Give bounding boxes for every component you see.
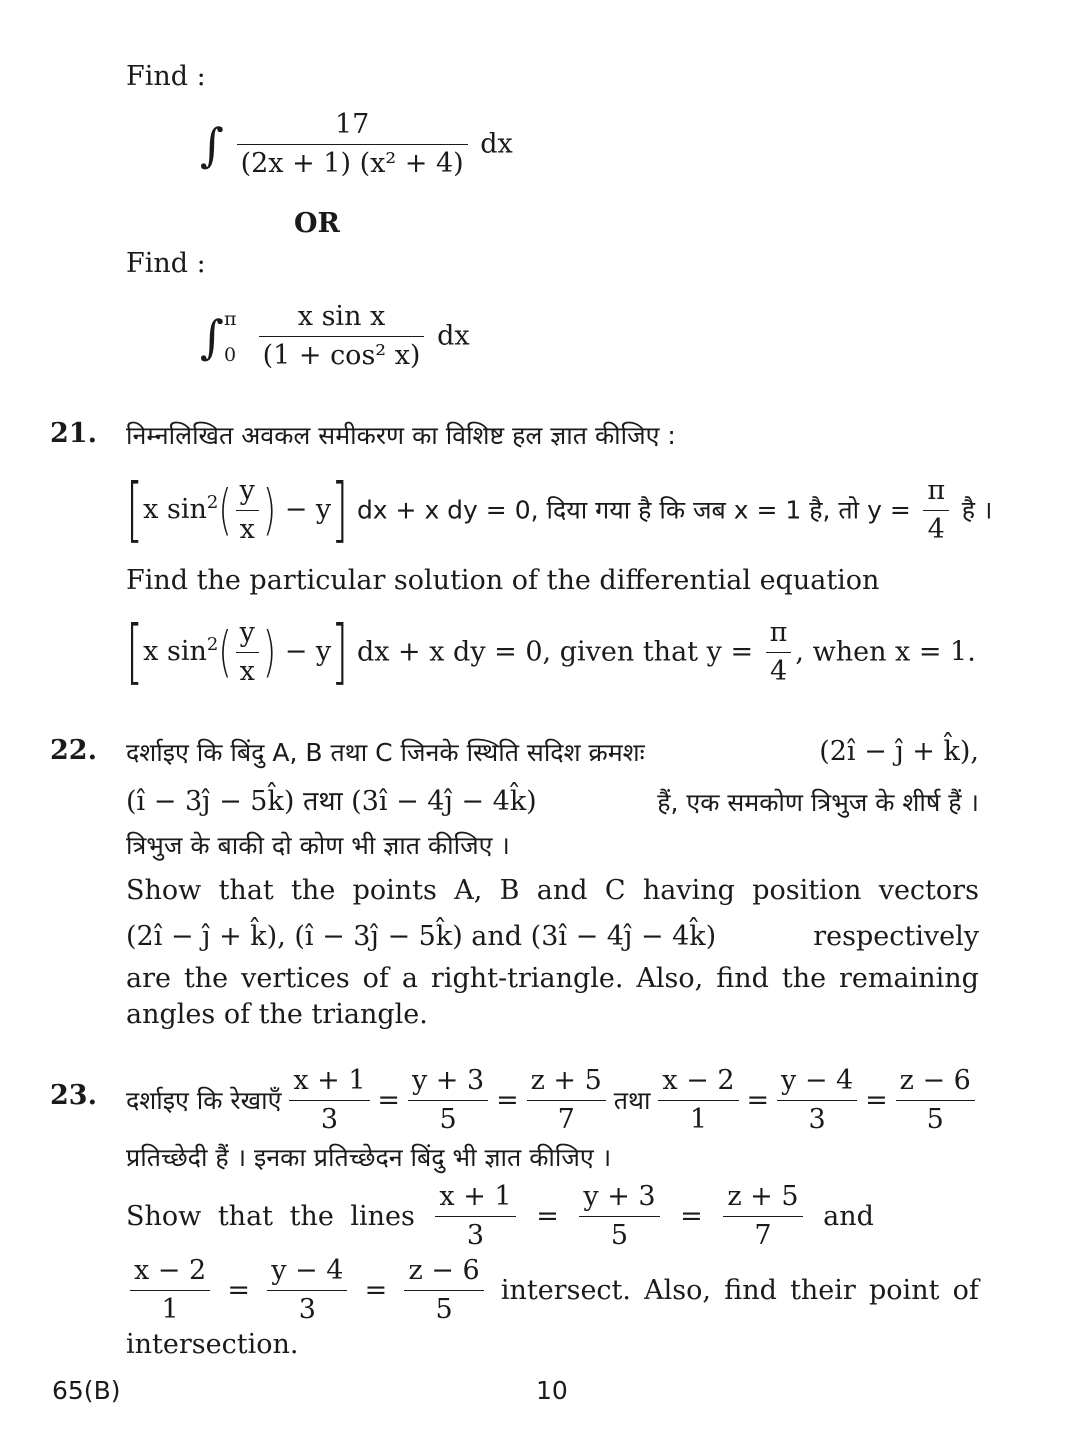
integral-1: ∫ $\frac{17}{\text{(2x + 1) (x² + 4)}}$ dx: [200, 109, 513, 179]
or-label: OR: [294, 208, 340, 239]
question-number-21: 21.: [50, 418, 97, 449]
q21-equation-hindi: [x $\sin^2$( $\frac{y}{x}$ ) − y] dx + x dy = 0, दिया गया है कि जब x = 1 है, तो y = $\frac{\pi}{4}$ है ।: [126, 468, 993, 551]
q22-english-line-1: Show that the points A, B and C having position vectors: [126, 875, 979, 906]
q22-hindi-line-1: दर्शाइए कि बिंदु A, B तथा C जिनके स्थिति सदिश क्रमशः (2î − ĵ + k̂),: [126, 736, 979, 767]
paper-code: 65(B): [52, 1376, 121, 1405]
q21-equation-english: [x $\sin^2$( $\frac{y}{x}$ ) − y] dx + x dy = 0, given that y = $\frac{\pi}{4}$ , when x = 1.: [126, 610, 976, 693]
q22-hindi-line-3: त्रिभुज के बाकी दो कोण भी ज्ञात कीजिए ।: [126, 831, 510, 860]
find-label-1: Find :: [126, 61, 206, 92]
q23-english-line-3: intersection.: [126, 1329, 299, 1360]
find-label-2: Find :: [126, 248, 206, 279]
integral-sign: ∫: [200, 309, 224, 364]
page-number: 10: [536, 1376, 568, 1405]
integral-2: ∫ π 0 $\frac{\text{x sin x}}{\text{(1 + cos² x)}}$ dx: [200, 301, 470, 371]
integral-1-fraction: $\frac{17}{\text{(2x + 1) (x² + 4)}}$: [237, 108, 468, 181]
integral-sign: ∫: [200, 117, 224, 172]
q23-hindi-line-1: दर्शाइए कि रेखाएँ $\frac{x + 1}{3}$ = $\frac{y + 3}{5}$ = $\frac{z + 5}{7}$ तथा $\frac{x - 2}{1}$ = $\frac{y - 4}{3}$ = $\frac{z - 6}{5}$: [126, 1064, 979, 1137]
q23-hindi-line-2: प्रतिच्छेदी हैं । इनका प्रतिच्छेदन बिंदु भी ज्ञात कीजिए ।: [126, 1143, 612, 1172]
q22-english-line-3: are the vertices of a right-triangle. Also, find the remaining: [126, 963, 979, 994]
q21-hindi-line: निम्नलिखित अवकल समीकरण का विशिष्ट हल ज्ञात कीजिए :: [126, 421, 676, 450]
q22-english-line-2: (2î − ĵ + k̂), (î − 3ĵ − 5k̂) and (3î − 4ĵ − 4k̂) respectively: [126, 921, 979, 952]
question-number-23: 23.: [50, 1080, 97, 1111]
integral-2-fraction: $\frac{\text{x sin x}}{\text{(1 + cos² x)}}$: [259, 300, 425, 373]
q22-hindi-line-2: (î − 3ĵ − 5k̂) तथा (3î − 4ĵ − 4k̂) हैं, एक समकोण त्रिभुज के शीर्ष हैं ।: [126, 786, 979, 817]
q21-english-line: Find the particular solution of the differential equation: [126, 565, 880, 596]
q23-english-line-2: $\frac{x - 2}{1}$ = $\frac{y - 4}{3}$ = $\frac{z - 6}{5}$ intersect. Also, find their point of: [126, 1254, 979, 1327]
q22-english-line-4: angles of the triangle.: [126, 999, 428, 1030]
q23-english-line-1: Show that the lines $\frac{x + 1}{3}$ = $\frac{y + 3}{5}$ = $\frac{z + 5}{7}$ and: [126, 1181, 874, 1251]
integral-limits: π 0: [223, 307, 237, 366]
question-number-22: 22.: [50, 735, 97, 766]
